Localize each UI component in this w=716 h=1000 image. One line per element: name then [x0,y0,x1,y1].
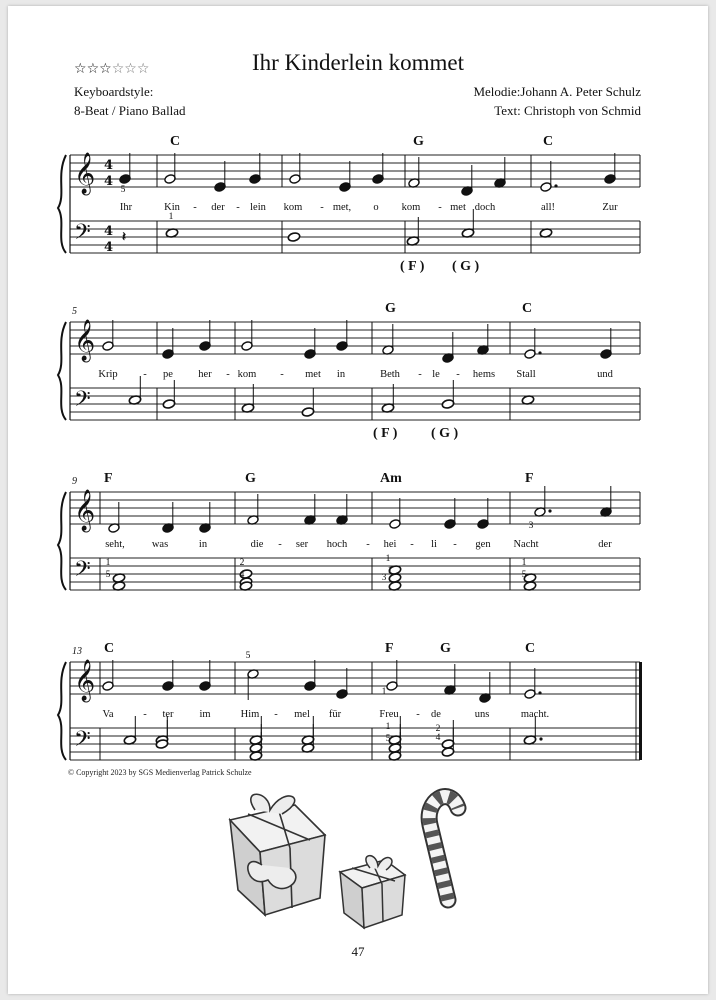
lyric-syllable: gen [475,539,491,550]
lyric-syllable: - [453,539,457,550]
lyric-syllable: Freu [379,709,399,720]
fingering-number: 1 [168,212,174,222]
keyboard-style-label: Keyboardstyle: [74,84,154,99]
bass-note [301,407,314,417]
star-icon: ☆ [86,61,100,77]
lyric-syllable: kom [401,202,421,213]
time-signature-top: 4 [104,224,114,239]
lyric-syllable: - [278,539,282,550]
fingering-number: 1 [387,566,393,576]
quarter-rest-icon: 𝄽 [122,230,126,245]
treble-clef-icon: 𝄞 [74,320,96,361]
chord-symbol: Am [380,471,402,486]
system-brace [58,155,66,253]
gift-box-small-icon [340,856,405,928]
fingering-number: 1 [385,722,391,732]
candy-cane-icon [429,797,458,900]
star-icon: ☆ [136,61,150,77]
fingering-number: 5 [120,185,126,195]
lyric-syllable: der [598,539,612,550]
lyric-syllable: Stall [516,369,536,380]
song-title: Ihr Kinderlein kommet [251,50,465,75]
star-icon: ☆ [124,61,137,77]
fingering-number: 1 [105,558,111,568]
chord-symbol: C [170,134,181,149]
chord-symbol: G [440,641,451,656]
lyric-syllable: in [198,539,208,550]
lyric-syllable: Him [240,709,260,720]
lyric-syllable: Nacht [513,539,539,550]
lyric-syllable: - [143,369,147,380]
lyric-syllable: - [456,369,460,380]
lyric-syllable: - [193,202,197,213]
keyboard-style-value: 8-Beat / Piano Ballad [74,103,186,118]
chord-symbol: F [104,471,113,486]
bass-clef-icon: 𝄢 [74,387,91,417]
lyric-syllable: - [438,202,442,213]
lyric-syllable: Ihr [119,202,133,213]
lyric-syllable: für [328,709,342,720]
system-brace [58,662,66,760]
lyric-syllable: - [280,369,284,380]
treble-clef-icon: 𝄞 [74,660,96,701]
lyric-syllable: - [410,539,414,550]
treble-clef-icon: 𝄞 [74,490,96,531]
bar-number: 5 [72,306,77,317]
optional-chord: ( G ) [431,426,459,441]
lyric-syllable: all! [541,202,555,213]
lyric-syllable: - [418,369,422,380]
bar-number: 9 [72,476,77,487]
lyric-syllable: hoch [326,539,348,550]
treble-clef-icon: 𝄞 [74,153,96,194]
star-icon: ☆ [74,61,87,77]
bass-note [162,399,175,409]
star-icon: ☆ [99,61,112,77]
lyric-syllable: kom [237,369,257,380]
dot [538,351,541,354]
fingering-number: 5 [385,734,391,744]
lyric-syllable: Zur [602,202,618,213]
chord-symbol: C [543,134,554,149]
lyric-syllable: uns [474,709,490,720]
lyric-syllable: met [305,369,321,380]
lyric-syllable: was [151,539,169,550]
dot [539,737,542,740]
lyric-syllable: doch [474,202,496,213]
lyric-syllable: Krip [98,369,118,380]
optional-chord: ( F ) [400,259,425,274]
lyric-syllable: im [199,709,211,720]
lyric-syllable: hems [472,369,496,380]
fingering-number: 1 [521,558,527,568]
lyric-syllable: ser [295,539,309,550]
star-icon: ☆ [111,61,125,77]
lyric-syllable: - [143,709,147,720]
lyric-syllable: de [431,709,441,720]
lyric-syllable: Va [102,709,114,720]
optional-chord: ( F ) [373,426,398,441]
time-signature-bottom: 4 [104,240,114,255]
fingering-number: 4 [239,570,245,580]
fingering-number: 5 [521,570,527,580]
lyric-syllable: met [450,202,466,213]
page-number: 47 [351,944,365,959]
fingering-number: 2 [435,724,441,734]
bar-number: 13 [72,646,82,657]
lyric-syllable: li [431,539,437,550]
chord-symbol: C [104,641,115,656]
lyric-syllable: - [236,202,240,213]
lyric-syllable: pe [163,369,173,380]
dot [554,184,557,187]
chord-symbol: C [525,641,536,656]
gift-box-large-icon [230,794,325,915]
bass-clef-icon: 𝄢 [74,557,91,587]
lyric-syllable: Kin [164,202,180,213]
final-barline-thick [639,662,642,760]
time-signature-top: 4 [104,158,114,173]
lyric-syllable: mel [294,709,310,720]
fingering-number: 2 [239,558,245,568]
melody-credit: Melodie:Johann A. Peter Schulz [473,84,641,99]
lyric-syllable: lein [250,202,266,213]
lyric-syllable: le [432,369,440,380]
optional-chord: ( G ) [452,259,480,274]
dot [538,691,541,694]
chord-symbol: C [522,301,533,316]
fingering-number: 1 [381,687,387,697]
fingering-number: 4 [435,733,441,743]
time-signature-bottom: 4 [104,174,114,189]
lyric-syllable: - [274,709,278,720]
fingering-number: 5 [105,570,111,580]
system-brace [58,492,66,590]
lyric-syllable: die [250,539,264,550]
lyric-syllable: ter [162,709,174,720]
bass-note [441,747,454,757]
lyric-syllable: - [320,202,324,213]
chord-symbol: F [525,471,534,486]
lyric-syllable: kom [283,202,303,213]
bass-note [287,232,300,242]
lyric-syllable: o [373,202,379,213]
lyric-syllable: der [211,202,225,213]
bass-clef-icon: 𝄢 [74,727,91,757]
text-credit: Text: Christoph von Schmid [494,103,641,118]
chord-symbol: G [245,471,256,486]
chord-symbol: G [385,301,396,316]
lyric-syllable: macht. [520,709,550,720]
christmas-decoration [200,780,500,930]
lyric-syllable: her [198,369,212,380]
fingering-number: 3 [528,521,534,531]
lyric-syllable: seht, [105,539,125,550]
bass-clef-icon: 𝄢 [74,220,91,250]
lyric-syllable: met, [332,202,352,213]
lyric-syllable: - [226,369,230,380]
chord-symbol: G [413,134,424,149]
dot [548,509,551,512]
fingering-number: 3 [381,573,387,583]
bass-note [441,399,454,409]
lyric-syllable: und [597,369,613,380]
lyric-syllable: - [416,709,420,720]
system-brace [58,322,66,420]
lyric-syllable: Beth [380,369,400,380]
copyright-note: © Copyright 2023 by SGS Medienverlag Patrick Schulze [68,768,252,777]
chord-symbol: F [385,641,394,656]
lyric-syllable: in [336,369,346,380]
fingering-number: 5 [245,651,251,661]
lyric-syllable: hei [383,539,397,550]
lyric-syllable: - [366,539,370,550]
fingering-number: 1 [385,554,391,564]
